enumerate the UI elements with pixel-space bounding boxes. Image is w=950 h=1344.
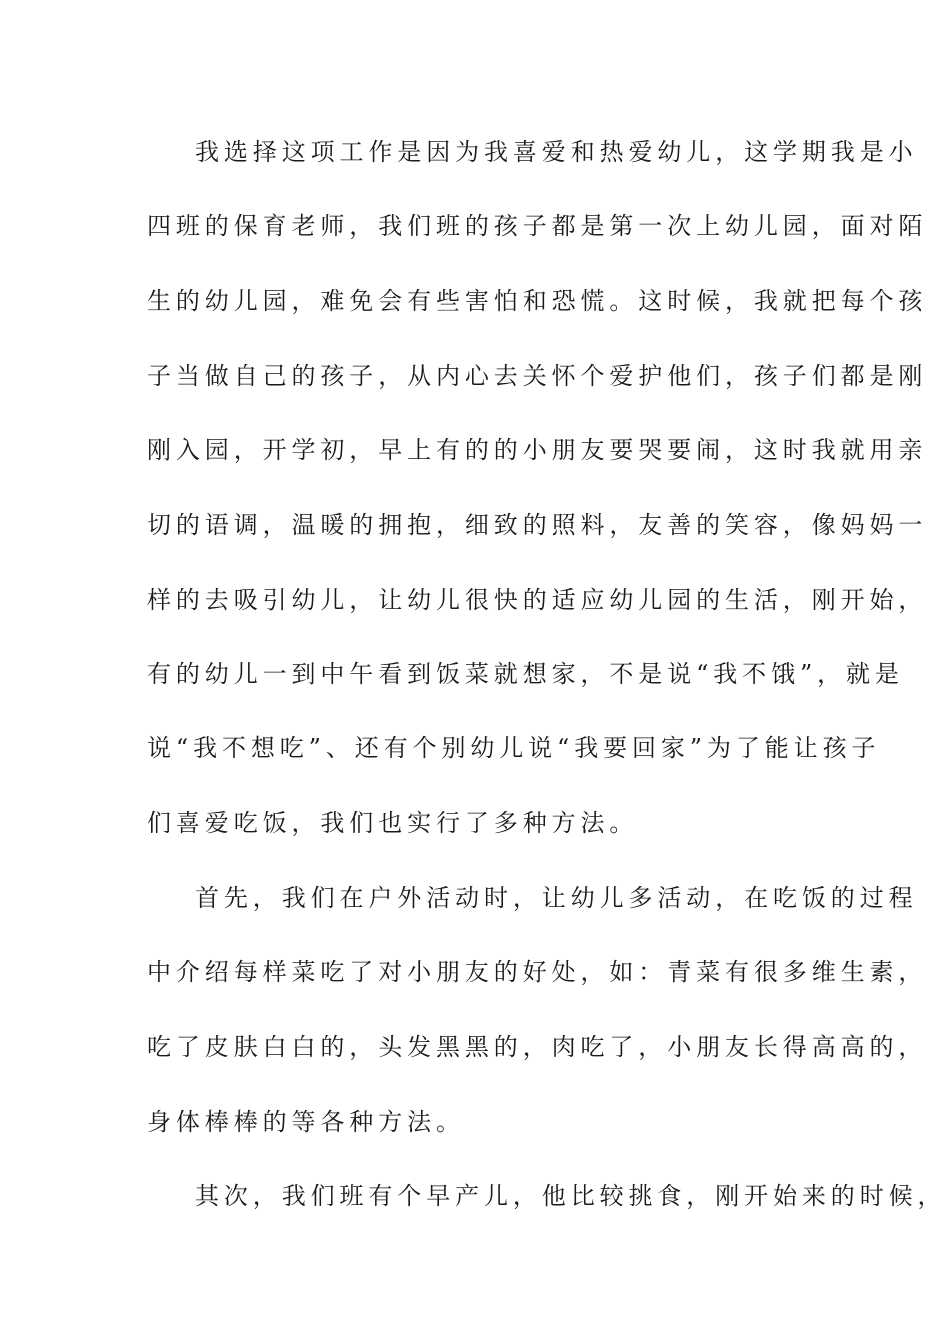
paragraph-line: 吃了皮肤白白的，头发黑黑的，肉吃了，小朋友长得高高的， (147, 1033, 928, 1061)
paragraph-line: 四班的保育老师，我们班的孩子都是第一次上幼儿园，面对陌 (147, 212, 928, 240)
paragraph-line: 有的幼儿一到中午看到饭菜就想家，不是说“我不饿”，就是 (147, 660, 904, 688)
paragraph-line: 说“我不想吃”、还有个别幼儿说“我要回家”为了能让孩子 (147, 734, 881, 762)
paragraph-line: 刚入园，开学初，早上有的的小朋友要哭要闹，这时我就用亲 (147, 436, 928, 464)
paragraph-line: 我选择这项工作是因为我喜爱和热爱幼儿，这学期我是小 (195, 138, 918, 166)
paragraph-line: 生的幼儿园，难免会有些害怕和恐慌。这时候，我就把每个孩 (147, 287, 928, 315)
paragraph-line: 子当做自己的孩子，从内心去关怀个爱护他们，孩子们都是刚 (147, 362, 928, 390)
paragraph-line: 们喜爱吃饭，我们也实行了多种方法。 (147, 809, 639, 837)
paragraph-line: 身体棒棒的等各种方法。 (147, 1108, 465, 1136)
paragraph-line: 首先，我们在户外活动时，让幼儿多活动，在吃饭的过程 (195, 884, 918, 912)
paragraph-line: 样的去吸引幼儿，让幼儿很快的适应幼儿园的生活，刚开始， (147, 586, 928, 614)
paragraph-line: 其次，我们班有个早产儿，他比较挑食，刚开始来的时候， (195, 1182, 947, 1210)
paragraph-line: 中介绍每样菜吃了对小朋友的好处，如：青菜有很多维生素， (147, 958, 928, 986)
paragraph-line: 切的语调，温暖的拥抱，细致的照料，友善的笑容，像妈妈一 (147, 511, 928, 539)
